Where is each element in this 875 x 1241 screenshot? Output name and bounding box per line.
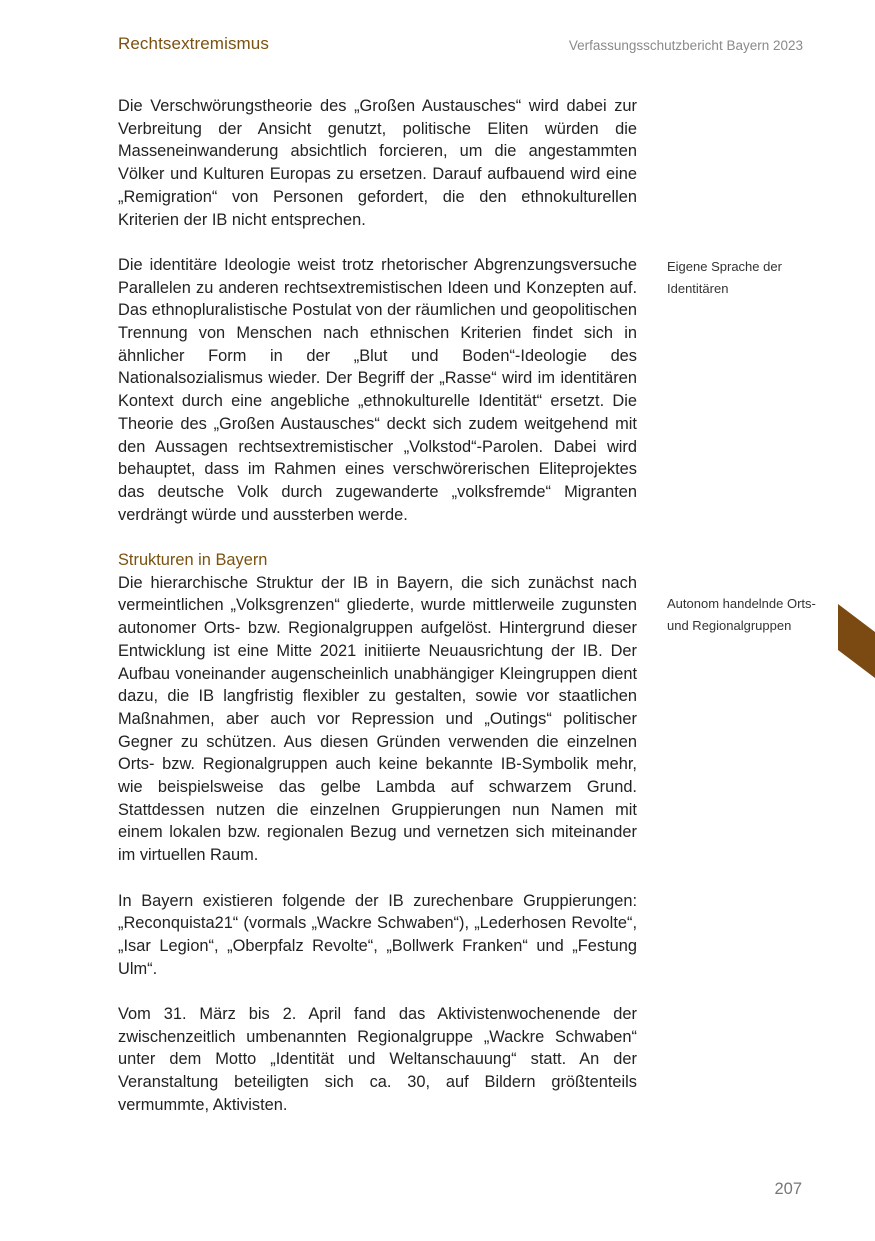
publication-title: Verfassungsschutzbericht Bayern 2023 bbox=[568, 38, 803, 53]
paragraph-ideology: Die identitäre Ideologie weist trotz rhetorischer Abgrenzungsversuche Parallelen zu anderen rechtsextremistischen Ideen und Konzepten auf. Das ethnopluralistische Postulat von der räumlichen und geopolitischen Trennung von Menschen nach ethnischen Kriterien findet sich in ähnlicher Form in der „Blut und Boden“-Ideologie des Nationalsozialismus wieder. Der Begriff der „Rasse“ wird im identitären Kontext durch eine angebliche „ethnokulturelle Identität“ ersetzt. Die Theorie des „Großen Austausches“ deckt sich zudem weitgehend mit den Aussagen rechtsextremistischer „Volkstod“-Parolen. Dabei wird behauptet, dass im Rahmen eines verschwörerischen Eliteprojektes das deutsche Volk durch zugewanderte „volksfremde“ Migranten verdrängt würde und aussterben werde. bbox=[118, 255, 637, 524]
chapter-tab-shape bbox=[838, 604, 875, 678]
chapter-title: Rechtsextremismus bbox=[118, 34, 269, 53]
margin-note-autonomous-groups: Autonom handelnde Orts- und Regionalgruppen bbox=[667, 596, 816, 633]
page-number: 207 bbox=[774, 1180, 802, 1198]
paragraph-great-replacement: Die Verschwörungstheorie des „Großen Austausches“ wird dabei zur Verbreitung der Ansicht genutzt, politische Eliten würden die Masseneinwanderung absichtlich forcieren, um die angestammten Völker und Kulturen Europas zu ersetzen. Darauf aufbauend wird eine „Remigration“ von Personen gefordert, die den ethnokulturellen Kriterien der IB nicht entsprechen. bbox=[118, 97, 637, 229]
paragraph-structure: Die hierarchische Struktur der IB in Bayern, die sich zunächst nach vermeintlichen „Volksgrenzen“ gliederte, wurde mittlerweile zugunsten autonomer Orts- bzw. Regionalgruppen aufgelöst. Hintergrund dieser Entwicklung ist eine Mitte 2021 initiierte Neuausrichtung der IB. Der Aufbau voneinander augenscheinlich unabhängiger Kleingruppen dient dazu, die IB langfristig flexibler zu gestalten, sowie vor staatlichen Maßnahmen, aber auch vor Repression und „Outings“ politischer Gegner zu schützen. Aus diesen Gründen verwenden die einzelnen Orts- bzw. Regionalgruppen auch keine bekannte IB-Symbolik mehr, wie beispielsweise das gelbe Lambda auf schwarzem Grund. Stattdessen nutzen die einzelnen Gruppierungen nun Namen mit einem lokalen bzw. regionalen Bezug und vernetzen sich miteinander im virtuellen Raum. bbox=[118, 573, 637, 865]
margin-note-language: Eigene Sprache der Identitären bbox=[667, 259, 782, 296]
paragraph-activist-weekend: Vom 31. März bis 2. April fand das Aktivistenwochenende der zwischenzeitlich umbenannten Regionalgruppe „Wackre Schwaben“ unter dem Motto „Identität und Weltanschauung“ statt. An der Veranstaltung beteiligten sich ca. 30, auf Bildern größtenteils vermummte, Aktivisten. bbox=[118, 1005, 637, 1114]
main-text bbox=[118, 95, 637, 1139]
paragraph-groups: In Bayern existieren folgende der IB zurechenbare Gruppierungen: „Reconquista21“ (vormals „Wackre Schwaben“), „Lederhosen Revolte“, „Isar Legion“, „Oberpfalz Revolte“, „Bollwerk Franken“ und „Festung Ulm“. bbox=[118, 891, 637, 978]
chapter-tab-marker bbox=[838, 604, 875, 678]
section-heading: Strukturen in Bayern bbox=[118, 551, 268, 570]
